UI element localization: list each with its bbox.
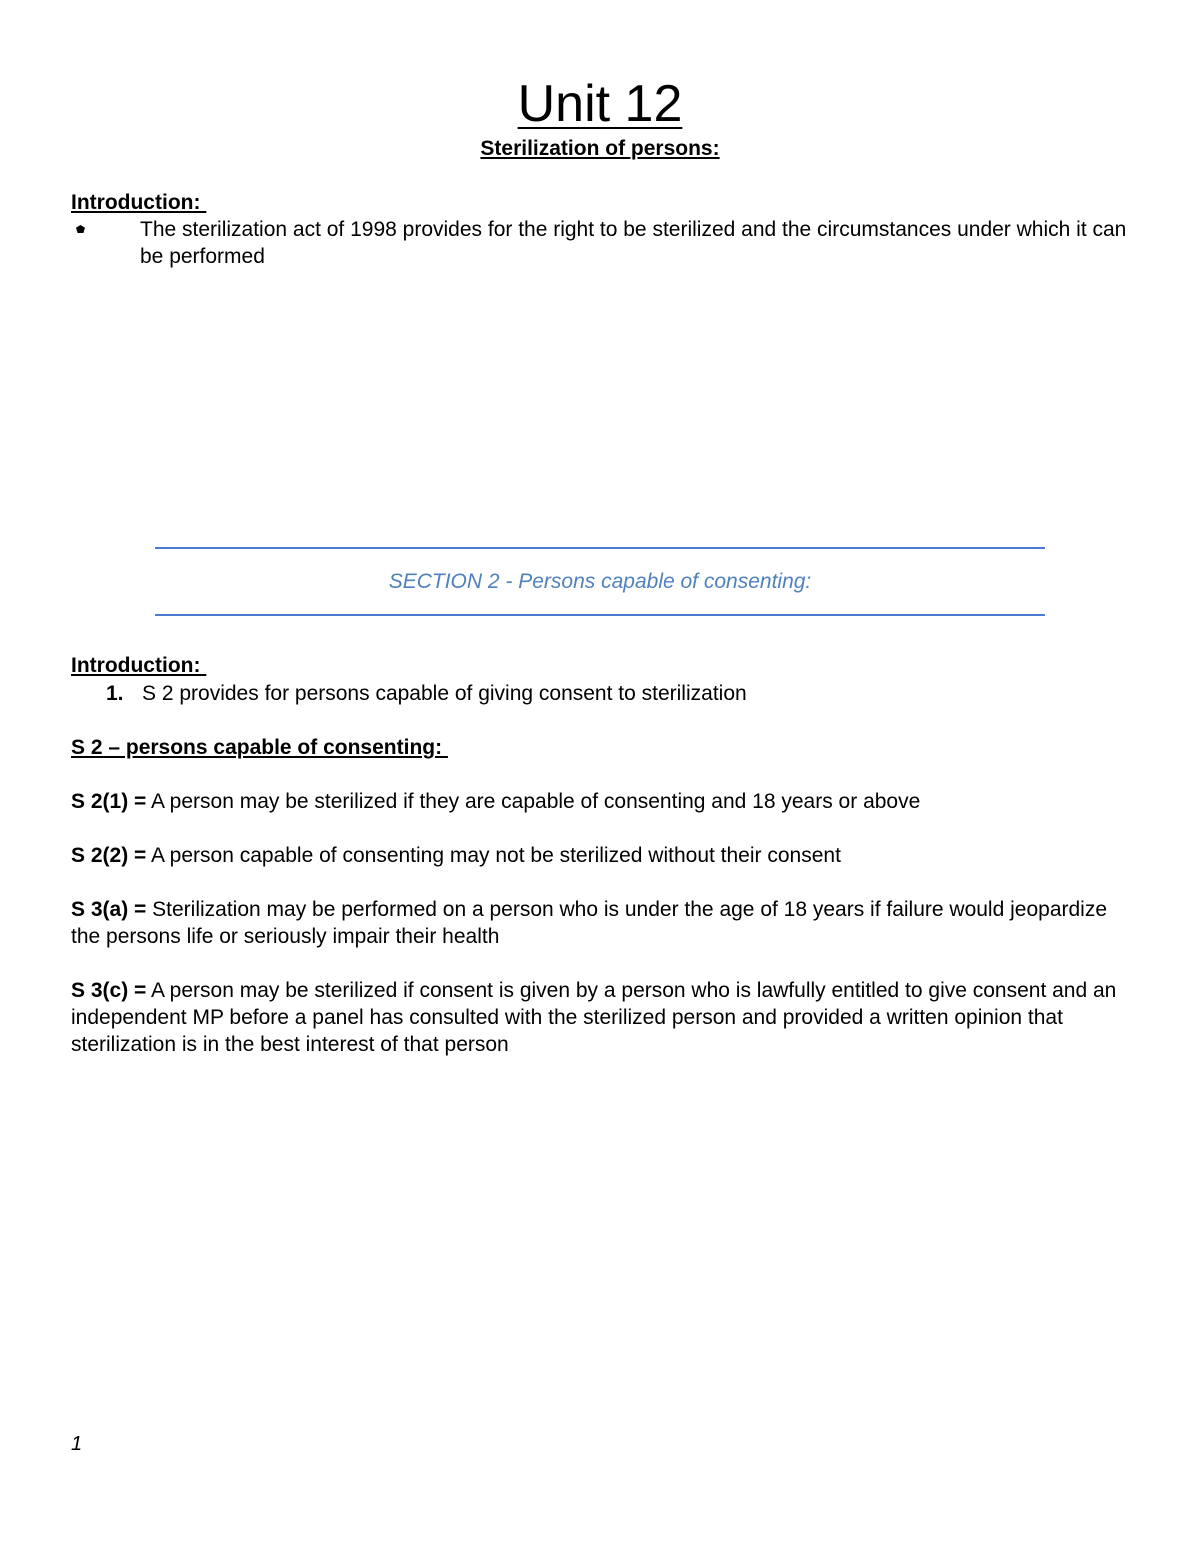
s3-a-text: Sterilization may be performed on a person who is under the age of 18 years if failure would jeopardize the persons life or seriously impair their health (71, 898, 1108, 948)
intro-bullet-text: The sterilization act of 1998 provides for the right to be sterilized and the circumstances under which it can be performed (140, 218, 1127, 268)
list-number: 1. (106, 682, 124, 705)
section-top-rule (155, 547, 1045, 549)
s2-1-text: A person may be sterilized if they are capable of consenting and 18 years or above (150, 790, 921, 813)
section-bottom-rule (155, 614, 1045, 616)
intro-heading: Introduction: (71, 191, 207, 214)
s2-heading: S 2 – persons capable of consenting: (71, 736, 448, 759)
s3-c-paragraph (71, 977, 1131, 1058)
s3-c-label: S 3(c) = (71, 979, 147, 1002)
s2-2-text: A person capable of consenting may not be sterilized without their consent (150, 844, 841, 867)
s3-c-text: A person may be sterilized if consent is given by a person who is lawfully entitled to give consent and an independent MP before a panel has consulted with the sterilized person and provided a written opinion that sterilization is in the best interest of that person (71, 979, 1117, 1056)
intro-heading-2: Introduction: (71, 654, 207, 677)
section-title: SECTION 2 - Persons capable of consenting: (388, 570, 812, 593)
s2-1-paragraph (71, 788, 1131, 815)
s2-1-label: S 2(1) = (71, 790, 147, 813)
numbered-list-item (106, 680, 747, 707)
s2-2-label: S 2(2) = (71, 844, 147, 867)
bullet-icon (76, 225, 85, 233)
page-number: 1 (71, 1433, 83, 1455)
list-item-text: S 2 provides for persons capable of giving consent to sterilization (142, 682, 747, 705)
s3-a-label: S 3(a) = (71, 898, 147, 921)
s3-a-paragraph (71, 896, 1131, 950)
page-title: Unit 12 (517, 75, 683, 133)
s2-2-paragraph (71, 842, 1131, 869)
page-subtitle: Sterilization of persons: (480, 137, 720, 160)
